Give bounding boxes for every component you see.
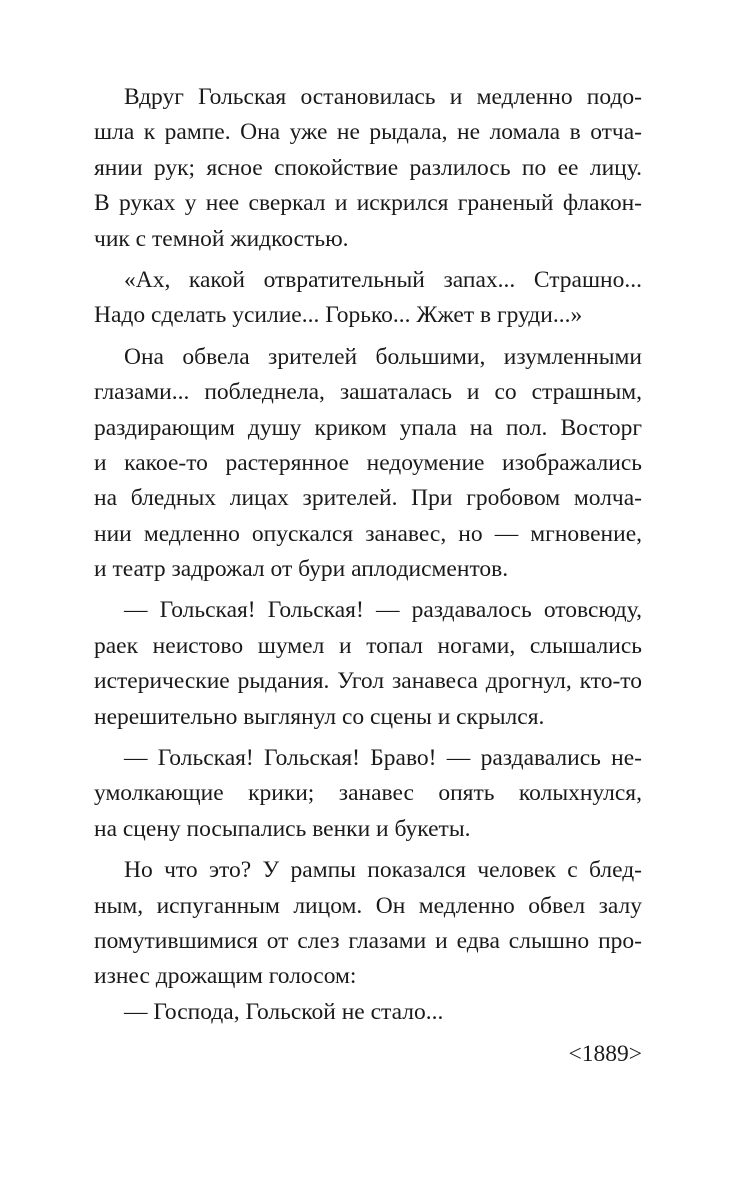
text-line: янии рук; ясное спокойствие разлилось по ее лицу. (94, 154, 642, 181)
text-line: Вдруг Гольская остановилась и медленно подо- (124, 84, 642, 110)
text-line: — Гольская! Гольская! Браво! — раздавались не- (124, 745, 642, 772)
publication-date: <1889> (568, 1041, 642, 1068)
text-line: помутившимися от слез глазами и едва слышно про- (94, 927, 642, 954)
paragraph-4 (94, 593, 642, 735)
text-line: чик с темной жидкостью. (94, 225, 349, 252)
text-line: раек неистово шумел и топал ногами, слышались (94, 632, 642, 659)
text-line: истерические рыдания. Угол занавеса дрогнул, кто-то (94, 668, 642, 695)
page-text (94, 80, 642, 1073)
text-line: и какое-то растерянное недоумение изображались (94, 449, 642, 476)
text-line: — Господа, Гольской не стало... (124, 998, 444, 1025)
text-line: и театр задрожал от бури аплодисментов. (94, 556, 509, 583)
text-line: ным, испуганным лицом. Он медленно обвел залу (94, 892, 642, 919)
text-line: Надо сделать усилие... Горько... Жжет в груди...» (94, 302, 583, 329)
text-line: изнес дрожащим голосом: (94, 963, 357, 990)
paragraph-7 (94, 995, 642, 1030)
text-line: шла к рампе. Она уже не рыдала, не ломала в отча- (94, 119, 642, 146)
text-line: нии медленно опускался занавес, но — мгновение, (94, 520, 642, 547)
text-line: умолкающие крики; занавес опять колыхнулся, (94, 780, 642, 807)
paragraph-6 (94, 853, 642, 995)
text-line: В руках у нее сверкал и искрился граненый флакон- (94, 190, 642, 217)
text-line: нерешительно выглянул со сцены и скрылся. (94, 703, 545, 730)
text-line: «Ах, какой отвратительный запах... Страшно... (124, 266, 642, 293)
text-line: Но что это? У рампы показался человек с блед- (124, 857, 642, 884)
text-line: — Гольская! Гольская! — раздавалось отовсюду, (124, 597, 642, 624)
paragraph-1 (94, 80, 642, 257)
text-line: Она обвела зрителей большими, изумленными (124, 343, 642, 370)
text-line: на бледных лицах зрителей. При гробовом молча- (94, 485, 642, 512)
paragraph-2 (94, 263, 642, 334)
paragraph-5 (94, 741, 642, 847)
text-line: на сцену посыпались венки и букеты. (94, 815, 471, 842)
text-line: раздирающим душу криком упала на пол. Восторг (94, 414, 642, 441)
text-line: глазами... побледнела, зашаталась и со страшным, (94, 379, 642, 406)
paragraph-3 (94, 340, 642, 588)
